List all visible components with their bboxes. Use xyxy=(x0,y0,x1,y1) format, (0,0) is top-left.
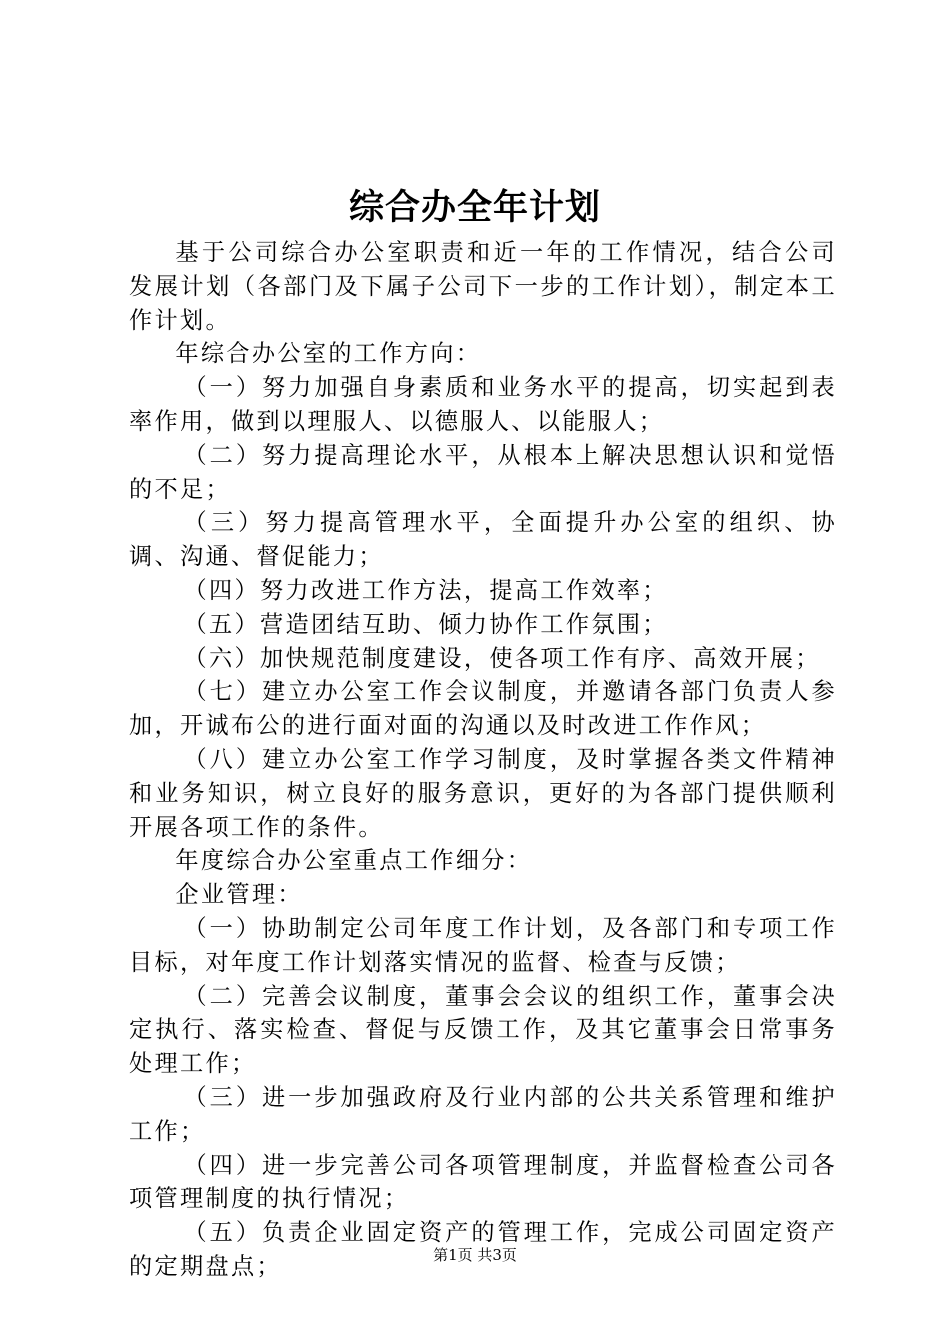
direction-item-7: （七）建立办公室工作会议制度，并邀请各部门负责人参加，开诚布公的进行面对面的沟通以及时改进工作作风； xyxy=(129,678,837,740)
document-body xyxy=(129,236,837,1284)
direction-item-5: （五）营造团结互助、倾力协作工作氛围； xyxy=(183,610,668,638)
intro-paragraph: 基于公司综合办公室职责和近一年的工作情况，结合公司发展计划（各部门及下属子公司下一步的工作计划），制定本工作计划。 xyxy=(129,239,837,334)
management-item-2: （二）完善会议制度，董事会会议的组织工作，董事会决定执行、落实检查、督促与反馈工作，及其它董事会日常事务处理工作； xyxy=(129,982,837,1078)
section-heading-direction: 年综合办公室的工作方向： xyxy=(175,340,482,368)
direction-item-4: （四）努力改进工作方法，提高工作效率； xyxy=(183,576,668,604)
management-item-5: （五）负责企业固定资产的管理工作，完成公司固定资产的定期盘点； xyxy=(129,1219,837,1280)
management-item-3: （三）进一步加强政府及行业内部的公共关系管理和维护工作； xyxy=(129,1083,837,1145)
subsection-heading-management: 企业管理： xyxy=(175,881,303,909)
document-title: 综合办全年计划 xyxy=(348,187,601,228)
page-footer: 第1页 共3页 xyxy=(433,1246,517,1264)
direction-item-6: （六）加快规范制度建设，使各项工作有序、高效开展； xyxy=(183,644,821,672)
section-heading-key-work: 年度综合办公室重点工作细分： xyxy=(175,847,533,875)
direction-item-3: （三）努力提高管理水平，全面提升办公室的组织、协调、沟通、督促能力； xyxy=(129,509,837,571)
direction-item-1: （一）努力加强自身素质和业务水平的提高，切实起到表率作用，做到以理服人、以德服人、以能服人； xyxy=(129,374,837,435)
direction-item-8: （八）建立办公室工作学习制度，及时掌握各类文件精神和业务知识，树立良好的服务意识，更好的为各部门提供顺利开展各项工作的条件。 xyxy=(129,745,837,841)
management-item-4: （四）进一步完善公司各项管理制度，并监督检查公司各项管理制度的执行情况； xyxy=(129,1151,837,1213)
management-item-1: （一）协助制定公司年度工作计划，及各部门和专项工作目标，对年度工作计划落实情况的监督、检查与反馈； xyxy=(129,914,837,976)
direction-item-2: （二）努力提高理论水平，从根本上解决思想认识和觉悟的不足； xyxy=(129,441,837,503)
